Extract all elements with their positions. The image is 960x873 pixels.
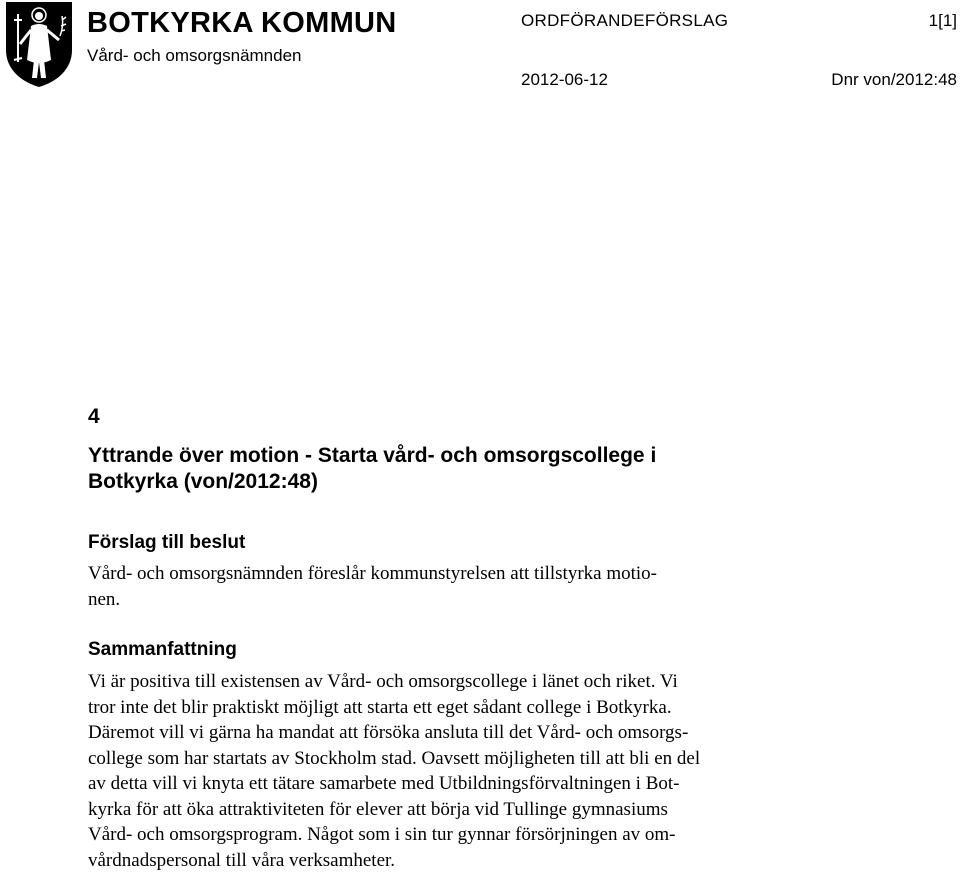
document-type: ORDFÖRANDEFÖRSLAG <box>521 11 729 30</box>
item-title <box>88 443 656 495</box>
item-number: 4 <box>88 405 100 428</box>
department-name: Vård- och omsorgsnämnden <box>87 46 302 65</box>
proposal-line: Vård- och omsorgsnämnden föreslår kommunstyrelsen att tillstyrka motio- <box>88 563 658 584</box>
organization-name: BOTKYRKA KOMMUN <box>87 7 397 39</box>
municipality-coat-of-arms-logo <box>4 0 74 88</box>
summary-line: tror inte det blir praktiskt möjligt att starta ett eget sådant college i Botkyrka. <box>88 696 672 718</box>
item-title-line: Yttrande över motion - Starta vård- och omsorgscollege i <box>88 444 657 467</box>
summary-line: Däremot vill vi gärna ha mandat att försöka ansluta till det Vård- och omsorgs- <box>88 722 689 743</box>
document-date: 2012-06-12 <box>521 70 608 89</box>
proposal-line: nen. <box>88 588 121 610</box>
summary-heading: Sammanfattning <box>88 639 237 660</box>
registration-number: Dnr von/2012:48 <box>831 70 957 89</box>
item-title-line: Botkyrka (von/2012:48) <box>88 470 318 493</box>
proposal-heading: Förslag till beslut <box>88 532 246 553</box>
page-number: 1[1] <box>928 11 957 30</box>
proposal-text <box>88 561 657 612</box>
summary-line: Vi är positiva till existensen av Vård- och omsorgscollege i länet och riket. Vi <box>88 671 678 692</box>
summary-line: Vård- och omsorgsprogram. Något som i sin tur gynnar försörjningen av om- <box>88 824 676 845</box>
summary-line: college som har startats av Stockholm stad. Oavsett möjligheten till att bli en del <box>88 747 701 769</box>
summary-line: kyrka för att öka attraktiviteten för elever att börja vid Tullinge gymnasiums <box>88 798 668 820</box>
summary-text <box>88 669 700 873</box>
summary-line: vårdnadspersonal till våra verksamheter. <box>88 849 396 871</box>
summary-line: av detta vill vi knyta ett tätare samarbete med Utbildningsförvaltningen i Bot- <box>88 773 680 794</box>
